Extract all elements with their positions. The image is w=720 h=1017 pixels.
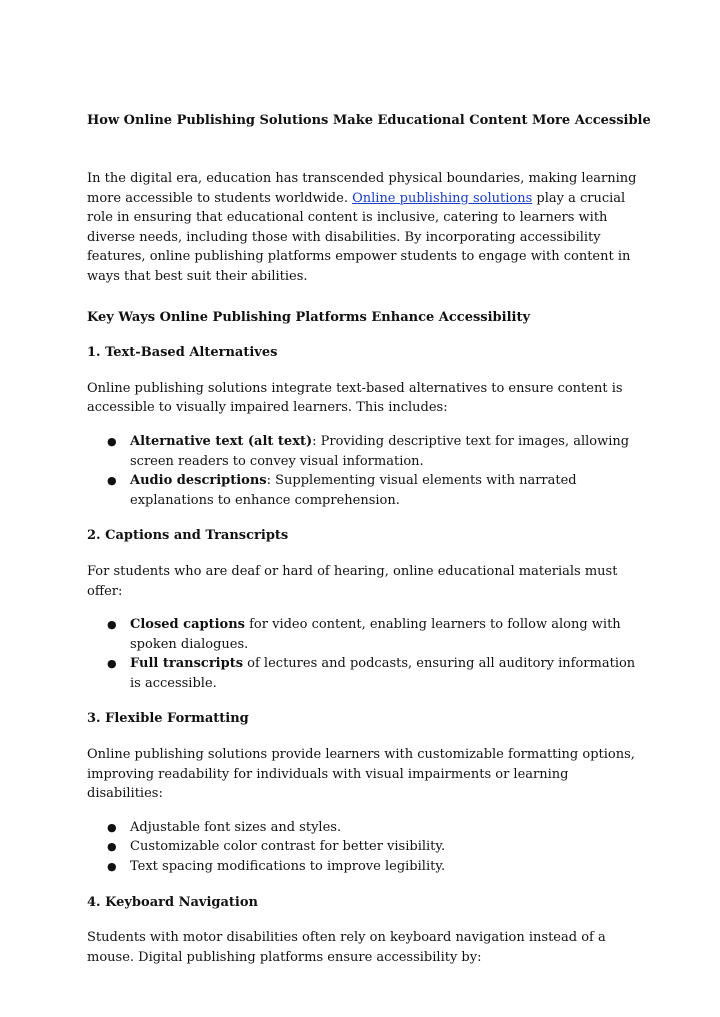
list-item-text: : Providing descriptive text for images, allowing screen readers to convey visual information.: [130, 433, 630, 469]
section-heading-flexible-formatting: 3. Flexible Formatting: [87, 711, 249, 727]
section-paragraph-flexible-formatting: Online publishing solutions provide learners with customizable formatting options, improving readability for individuals with visual impairments or learning disabilities:: [87, 747, 635, 802]
intro-paragraph: [87, 169, 639, 287]
bullet-list-captions-transcripts: [87, 615, 639, 693]
bullet-icon: ●: [107, 474, 117, 488]
key-ways-heading: Key Ways Online Publishing Platforms Enhance Accessibility: [87, 309, 531, 325]
bullet-icon: ●: [107, 860, 117, 874]
list-item-bold: Full transcripts: [130, 656, 244, 672]
bullet-icon: ●: [107, 840, 117, 854]
list-item: [107, 818, 639, 838]
list-item: [107, 837, 639, 857]
section-paragraph-text-alternatives: Online publishing solutions integrate text-based alternatives to ensure content is accessible to visually impaired learners. This includes:: [87, 380, 623, 416]
list-item: [107, 432, 639, 471]
section-heading-captions-transcripts: 2. Captions and Transcripts: [87, 528, 289, 544]
section-heading-text-alternatives: 1. Text-Based Alternatives: [87, 345, 278, 361]
online-publishing-solutions-link[interactable]: Online publishing solutions: [352, 190, 533, 206]
list-item-bold: Alternative text (alt text): [130, 433, 313, 449]
list-item-text: for video content, enabling learners to follow along with spoken dialogues.: [130, 617, 621, 652]
bullet-list-flexible-formatting: [87, 818, 639, 877]
section-paragraph-captions-transcripts: For students who are deaf or hard of hearing, online educational materials must offer:: [87, 563, 618, 599]
bullet-list-text-alternatives: [87, 432, 639, 510]
list-item-text: : Supplementing visual elements with narrated explanations to enhance comprehension.: [130, 473, 577, 508]
list-item: [107, 654, 639, 693]
document-body: [87, 169, 639, 981]
bullet-icon: ●: [107, 820, 117, 834]
intro-text-before-link: In the digital era, education has transcended physical boundaries, making learning more accessible to students worldwide.: [87, 171, 637, 206]
list-item-bold: Closed captions: [130, 617, 245, 633]
bullet-icon: ●: [107, 618, 117, 632]
bullet-icon: ●: [107, 434, 117, 448]
section-paragraph-keyboard-navigation: Students with motor disabilities often rely on keyboard navigation instead of a mouse. Digital publishing platforms ensure accessibility by:: [87, 930, 606, 965]
bullet-icon: ●: [107, 657, 117, 671]
list-item: [107, 471, 639, 510]
list-item: [107, 615, 639, 654]
intro-text-after-link: play a crucial role in ensuring that educational content is inclusive, catering to learners with diverse needs, including those with disabilities. By incorporating accessibility features, online publishing platforms empower students to engage with content in ways that best suit their abilities.: [87, 190, 631, 284]
document-title: How Online Publishing Solutions Make Educational Content More Accessible: [87, 113, 651, 128]
list-item: [107, 857, 639, 877]
list-item-text: Customizable color contrast for better visibility.: [130, 839, 446, 855]
section-heading-keyboard-navigation: 4. Keyboard Navigation: [87, 894, 258, 910]
list-item-text: Text spacing modifications to improve legibility.: [130, 859, 446, 875]
list-item-text: of lectures and podcasts, ensuring all auditory information is accessible.: [130, 656, 636, 691]
list-item-text: Adjustable font sizes and styles.: [130, 819, 342, 835]
list-item-bold: Audio descriptions: [130, 473, 267, 489]
